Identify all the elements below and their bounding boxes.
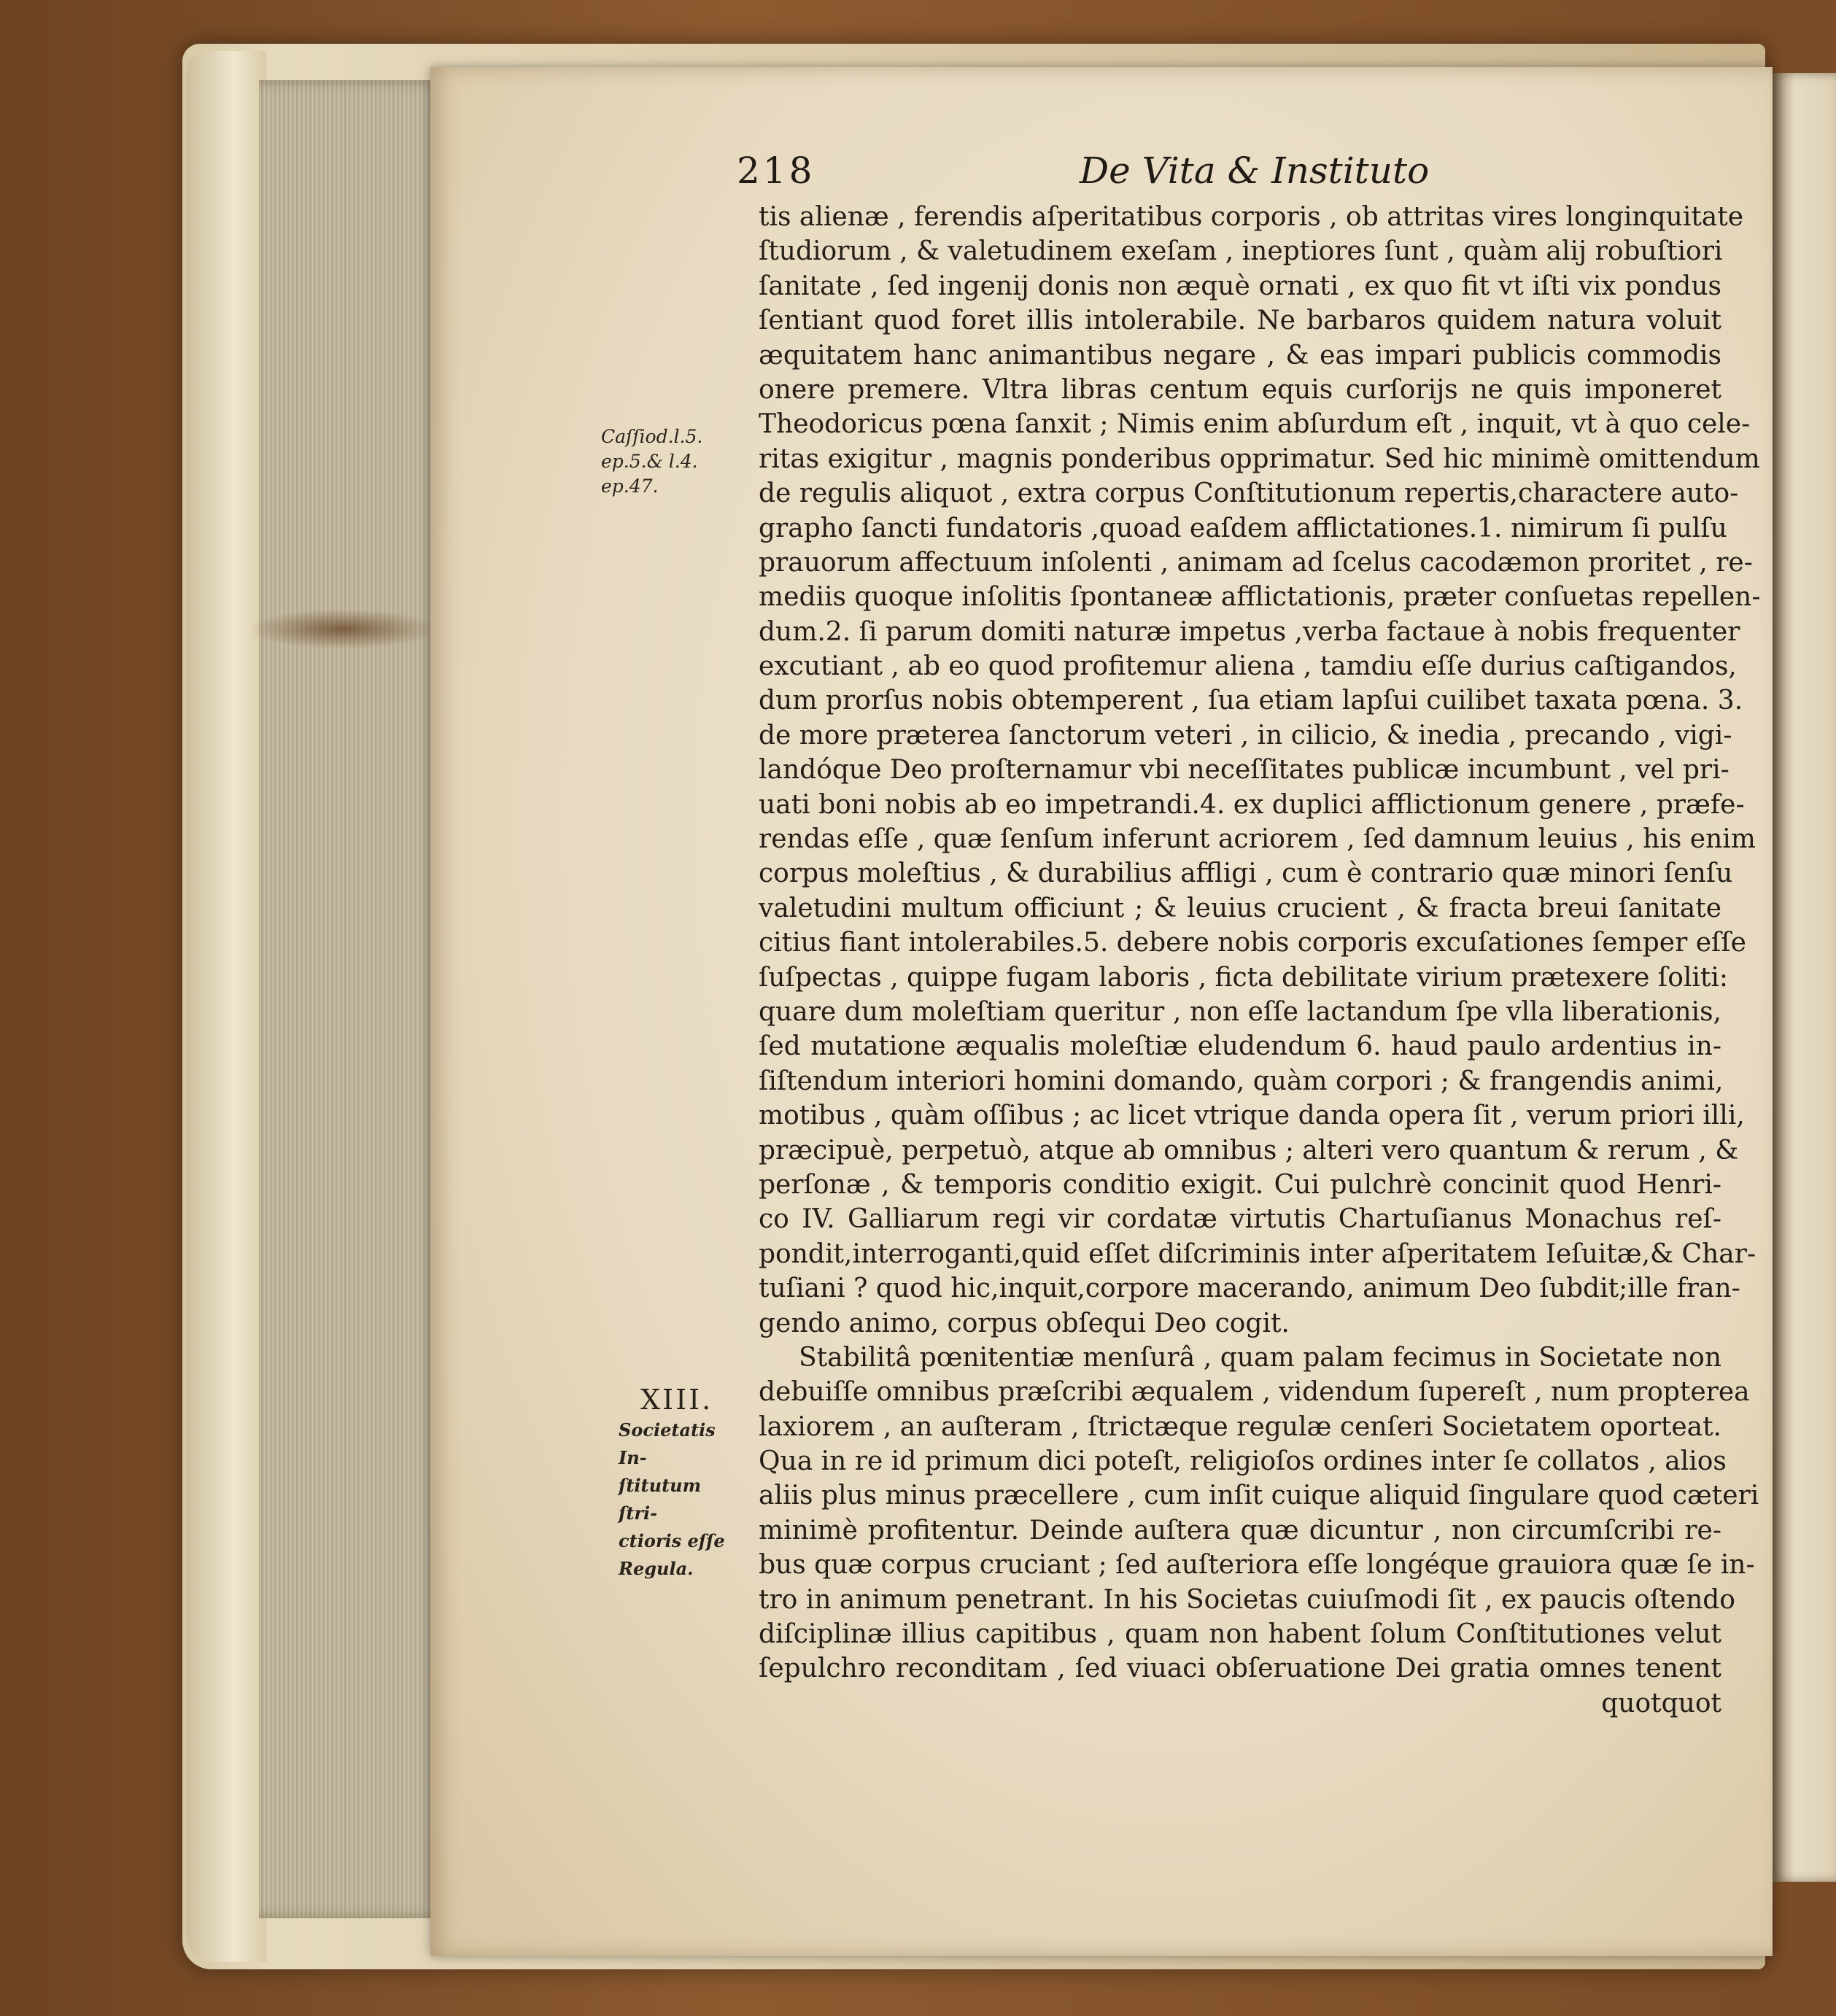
- text-line: onere premere. Vltra libras centum equis curſorijs ne quis imponeret: [759, 374, 1721, 405]
- margin-note-section-xiii: [619, 1386, 728, 1583]
- text-line: ſed mutatione æqualis moleſtiæ eludendum 6. haud paulo ardentius in-: [759, 1031, 1721, 1062]
- text-line: tis alienæ , ferendis aſperitatibus corporis , ob attritas vires longinquitate: [759, 202, 1744, 232]
- text-line: ſiſtendum interiori homini domando, quàm corpori ; & frangendis animi,: [759, 1066, 1724, 1096]
- body-text: [759, 200, 1761, 1721]
- text-line: tro in animum penetrant. In his Societas cuiuſmodi ſit , ex paucis oſtendo: [759, 1584, 1735, 1615]
- text-line: Stabilitâ pœnitentiæ menſurâ , quam palam fecimus in Societate non: [799, 1342, 1721, 1373]
- text-line: aliis plus minus præcellere , cum inſit cuique aliquid ſingulare quod cæteri: [759, 1481, 1759, 1511]
- text-line: prauorum affectuum inſolenti , animam ad ſcelus cacodæmon proritet , re-: [759, 547, 1753, 578]
- text-line: Qua in re id primum dici poteſt, religioſos ordines inter ſe collatos , alios: [759, 1446, 1727, 1477]
- book-spine-binding: [186, 51, 266, 1962]
- running-title: De Vita & Instituto: [1080, 150, 1430, 192]
- text-line: excutiant , ab eo quod profitemur aliena , tamdiu eſſe durius caſtigandos,: [759, 651, 1737, 682]
- text-line: landóque Deo proſternamur vbi neceſſitates publicæ incumbunt , vel pri-: [759, 755, 1730, 786]
- facing-page-edge: [1773, 73, 1836, 1882]
- text-line: tuſiani ? quod hic,inquit,corpore macerando, animum Deo ſubdit;ille fran-: [759, 1273, 1740, 1304]
- text-line: præcipuè, perpetuò, atque ab omnibus ; alteri vero quantum & rerum , &: [759, 1135, 1739, 1166]
- text-line: diſciplinæ illius capitibus , quam non habent ſolum Conſtitutiones velut: [759, 1619, 1721, 1650]
- page-edges: [259, 80, 441, 1918]
- margin-note-cassiodorus: [601, 424, 702, 499]
- text-line: minimè profitentur. Deinde auſtera quæ dicuntur , non circumſcribi re-: [759, 1515, 1721, 1546]
- text-line: mediis quoque inſolitis ſpontaneæ afflictationis, præter conſuetas repellen-: [759, 582, 1761, 613]
- text-line: dum prorſus nobis obtemperent , ſua etiam lapſui cuilibet taxata pœna. 3.: [759, 686, 1743, 716]
- text-line: motibus , quàm oſſibus ; ac licet vtrique danda opera ſit , verum priori illi,: [759, 1101, 1745, 1131]
- text-line: gendo animo, corpus obſequi Deo cogit.: [759, 1308, 1290, 1338]
- text-line: debuiſſe omnibus præſcribi æqualem , videndum ſupereſt , num propterea: [759, 1377, 1750, 1408]
- margin-note-line: ſtitutum ſtri-: [619, 1475, 701, 1524]
- margin-note-line: ctioris eſſe: [619, 1530, 725, 1551]
- margin-note-line: Caſſiod.l.5.: [601, 426, 703, 447]
- text-line: ſanitate , ſed ingenij donis non æquè ornati , ex quo fit vt iſti vix pondus: [759, 271, 1721, 301]
- text-line: valetudini multum officiunt ; & leuius crucient , & fracta breui ſanitate: [759, 893, 1721, 923]
- margin-note-line: ep.5.& l.4.: [601, 451, 698, 472]
- text-line: rendas eſſe , quæ ſenſum inferunt acriorem , ſed damnum leuius , his enim: [759, 824, 1756, 855]
- margin-note-line: Societatis In-: [619, 1419, 716, 1468]
- text-line: ritas exigitur , magnis ponderibus opprimatur. Sed hic minimè omittendum: [759, 443, 1760, 474]
- text-line: ſepulchro reconditam , ſed viuaci obſeruatione Dei gratia omnes tenent: [759, 1653, 1721, 1684]
- margin-note-line: ep.47.: [601, 476, 659, 497]
- text-line: ſentiant quod foret illis intolerabile. Ne barbaros quidem natura voluit: [759, 306, 1721, 336]
- text-line: quare dum moleſtiam queritur , non eſſe lactandum ſpe vlla liberationis,: [759, 996, 1721, 1027]
- text-line: de regulis aliquot , extra corpus Conſtitutionum repertis,charactere auto-: [759, 478, 1739, 509]
- catchword: quotquot: [1601, 1688, 1721, 1718]
- section-number: XIII.: [640, 1384, 713, 1416]
- page-header: [737, 150, 1751, 201]
- text-line: de more præterea ſanctorum veteri , in cilicio, & inedia , precando , vigi-: [759, 720, 1732, 751]
- text-line: æquitatem hanc animantibus negare , & eas impari publicis commodis: [759, 340, 1721, 371]
- text-line: grapho ſancti fundatoris ,quoad eaſdem afflictationes.1. nimirum ſi pulſu: [759, 513, 1727, 543]
- text-line: ſuſpectas , quippe fugam laboris , ficta debilitate virium prætexere ſoliti:: [759, 962, 1729, 993]
- text-line: corpus moleſtius , & durabilius affligi , cum è contrario quæ minori ſenſu: [759, 858, 1733, 889]
- text-line: dum.2. ſi parum domiti naturæ impetus ,verba factaue à nobis frequenter: [759, 616, 1740, 647]
- text-line: perſonæ , & temporis conditio exigit. Cui pulchrè concinit quod Henri-: [759, 1169, 1721, 1200]
- text-line: citius fiant intolerabiles.5. debere nobis corporis excuſationes ſemper eſſe: [759, 928, 1746, 958]
- edge-stain: [248, 609, 438, 649]
- text-line: ſtudiorum , & valetudinem exeſam , ineptiores ſunt , quàm alij robuſtiori: [759, 236, 1723, 267]
- text-line: bus quæ corpus cruciant ; ſed auſteriora eſſe longéque grauiora quæ ſe in-: [759, 1550, 1755, 1581]
- text-line: pondit,interroganti,quid eſſet diſcriminis inter aſperitatem Ieſuitæ,& Char-: [759, 1238, 1756, 1269]
- text-line: Theodoricus pœna ſanxit ; Nimis enim abſurdum eſt , inquit, vt à quo cele-: [759, 409, 1751, 440]
- text-line: co IV. Galliarum regi vir cordatæ virtutis Chartuſianus Monachus reſ-: [759, 1204, 1721, 1235]
- page-number: 218: [737, 150, 816, 192]
- text-line: uati boni nobis ab eo impetrandi.4. ex duplici afflictionum genere , præfe-: [759, 789, 1745, 820]
- margin-note-line: Regula.: [619, 1558, 694, 1579]
- text-line: laxiorem , an auſteram , ſtrictæque regulæ cenſeri Societatem oporteat.: [759, 1411, 1721, 1442]
